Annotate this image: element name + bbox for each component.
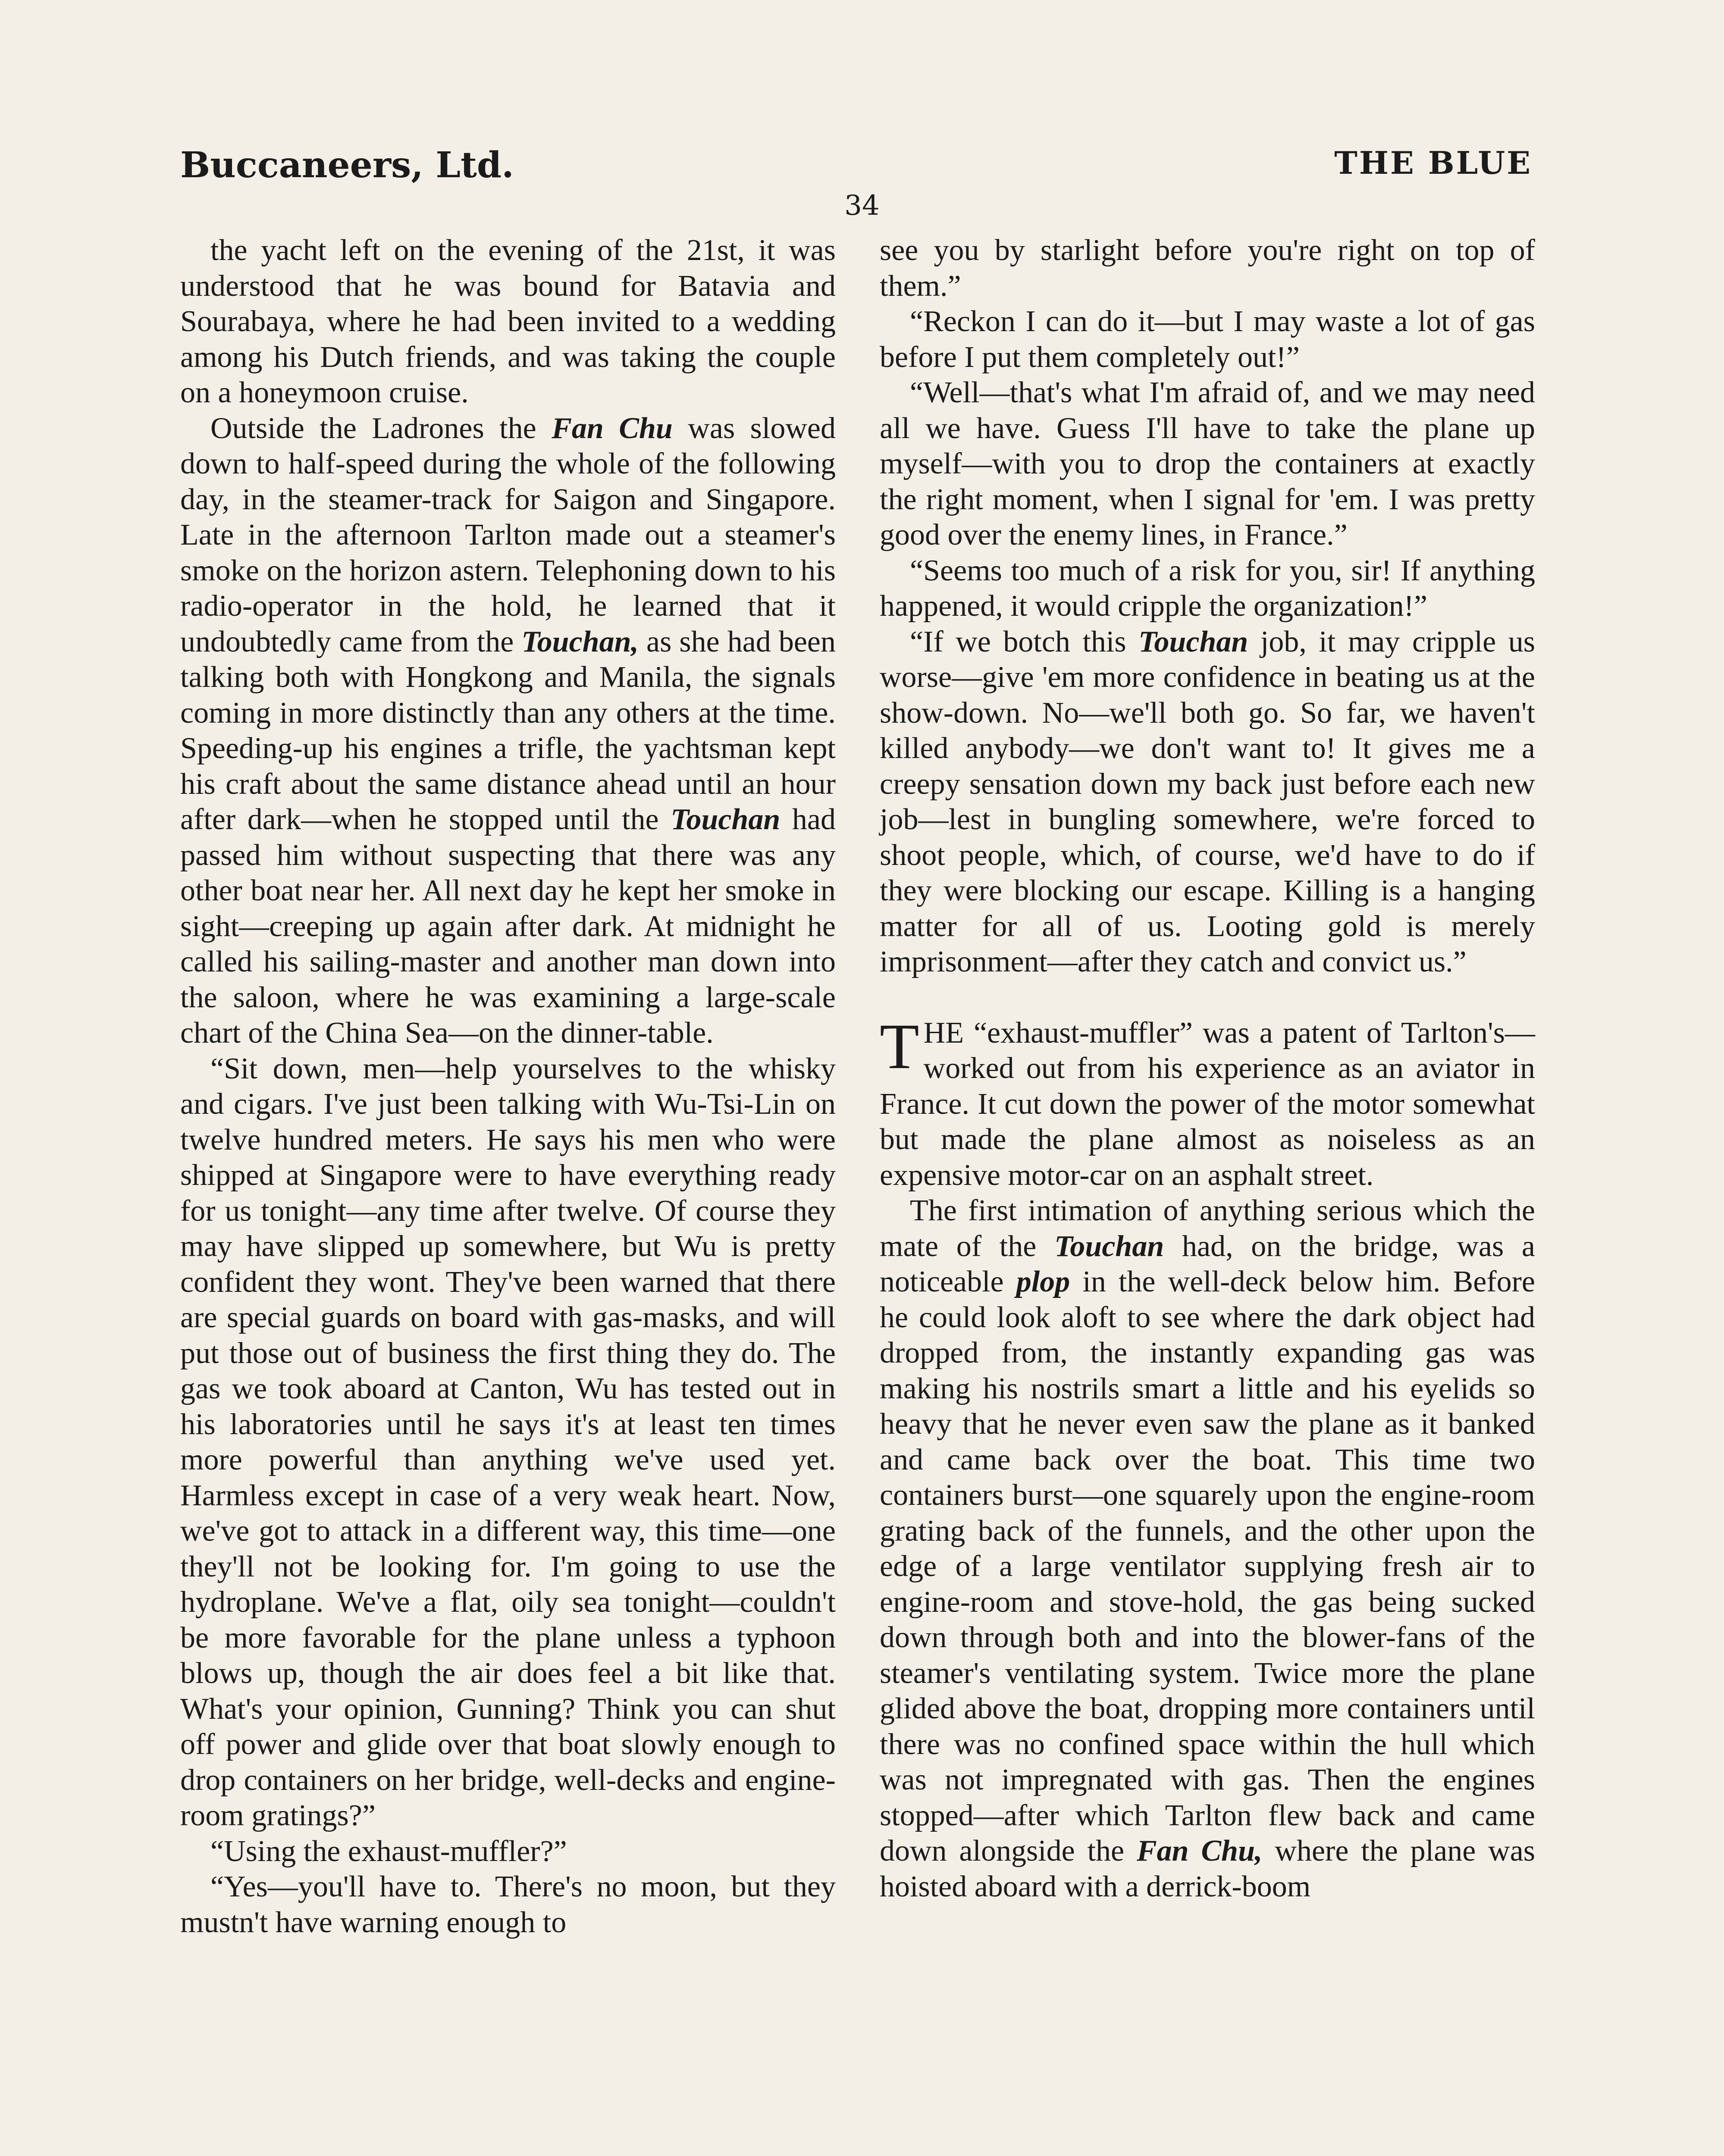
text-run: “Sit down, men—help yourselves to the whisky and cigars. I've just been talking with Wu-Tsi-Lin on twelve hundred meters. He says his men who were shipped at Singapore were to have everything ready for us tonight—any time after twelve. Of course they may have slipped up somewhere, but Wu is pretty confident they wont. They've been warned that there are special guards on board with gas-masks, and will put those out of business the first thing they do. The gas we took aboard at Canton, Wu has tested out in his laboratories until he says it's at least ten times more powerful than anything we've used yet. Harmless except in case of a very weak heart. Now, we've got to attack in a different way, this time—one they'll not be looking for. I'm going to use the hydroplane. We've a flat, oily sea tonight—couldn't be more favorable for the plane unless a typhoon blows up, though the air does feel a bit like that. What's your opinion, Gunning? Think you can shut off power and glide over that boat slowly enough to drop containers on her bridge, well-decks and engine-room gratings?” [180,1052,836,1832]
text-run: “If we botch this [910,625,1139,658]
left-text-column [180,233,836,1940]
text-run: “Well—that's what I'm afraid of, and we may need all we have. Guess I'll have to take the plane up myself—with you to drop the containers at exactly the right moment, when I signal for 'em. I was pretty good over the enemy lines, in France.” [880,376,1535,552]
italic-name: Touchan, [521,625,639,658]
text-run: “Seems too much of a risk for you, sir! If anything happened, it would cripple the organization!” [880,554,1535,623]
text-run: Outside the Ladrones the [210,411,552,445]
text-run: as she had been talking both with Hongkong and Manila, the signals coming in more distinctly than any others at the time. Speeding-up his engines a trifle, the yachtsman kept his craft about the same distance ahead until an hour after dark—when he stopped until the [180,625,836,836]
paragraph [180,1869,836,1940]
text-run: “Using the exhaust-muffler?” [210,1834,567,1868]
text-run: where the plane was hoisted aboard with a derrick-boom [880,1834,1535,1903]
paragraph [880,304,1535,375]
paragraph [880,624,1535,980]
italic-name: Touchan [671,803,781,836]
text-run: in the well-deck below him. Before he could look aloft to see where the dark object had dropped from, the instantly expanding gas was making his nostrils smart a little and his eyelids so heavy that he never even saw the plane as it banked and came back over the boat. This time two containers burst—one squarely upon the engine-room grating back of the funnels, and the other upon the edge of a large ventilator supplying fresh air to engine-room and stove-hold, the gas being sucked down through both and into the blower-fans of the steamer's ventilating system. Twice more the plane glided above the boat, dropping more containers until there was no confined space within the hull which was not impregnated with gas. Then the engines stopped—after which Tarlton flew back and came down alongside the [880,1265,1535,1868]
paragraph [180,233,836,411]
drop-cap: T [880,1010,919,1082]
paragraph [180,1051,836,1834]
paragraph [880,375,1535,553]
text-run: was slowed down to half-speed during the whole of the following day, in the steamer-track for Saigon and Singapore. Late in the afternoon Tarlton made out a steamer's smoke on the horizon astern. Telephoning down to his radio-operator in the hold, he learned that it undoubtedly came from the [180,411,836,658]
text-run: see you by starlight before you're right on top of them.” [880,234,1535,303]
page-number: 34 [844,190,880,222]
running-title: Buccaneers, Ltd. [180,144,514,186]
italic-name: Touchan [1054,1229,1164,1263]
italic-name: Fan Chu [552,411,673,445]
text-run: job, it may cripple us worse—give 'em more confidence in beating us at the show-down. No—we'll both go. So far, we haven't killed anybody—we don't want to! It gives me a creepy sensation down my back just before each new job—lest in bungling somewhere, we're forced to shoot people, which, of course, we'd have to do if they were blocking our escape. Killing is a hanging matter for all of us. Looting gold is merely imprisonment—after they catch and convict us.” [880,625,1536,978]
magazine-title: THE BLUE [1334,144,1532,181]
paragraph [880,1010,1535,1194]
text-run: had passed him without suspecting that there was any other boat near her. All next day he kept her smoke in sight—creeping up again after dark. At midnight he called his sailing-master and another man down into the saloon, where he was examining a large-scale chart of the China Sea—on the dinner-table. [180,803,836,1050]
right-text-column [880,233,1535,1905]
paragraph [880,553,1535,624]
text-run: had, on the bridge, was a noticeable [880,1229,1535,1298]
italic-name: Fan Chu, [1136,1834,1263,1868]
paragraph [180,1834,836,1870]
italic-name: plop [1016,1265,1070,1298]
text-run: The first intimation of anything serious which the mate of the [880,1194,1535,1263]
text-run: “Reckon I can do it—but I may waste a lot of gas before I put them completely out!” [880,305,1535,374]
italic-name: Touchan [1138,625,1248,658]
text-run: “Yes—you'll have to. There's no moon, but they mustn't have warning enough to [180,1870,836,1939]
paragraph [180,411,836,1051]
text-run: HE “exhaust-muffler” was a patent of Tarlton's—worked out from his experience as an aviator in France. It cut down the power of the motor somewhat but made the plane almost as noiseless as an expensive motor-car on an asphalt street. [880,1016,1535,1192]
paragraph [880,233,1535,304]
text-run: the yacht left on the evening of the 21st, it was understood that he was bound for Batavia and Sourabaya, where he had been invited to a wedding among his Dutch friends, and was taking the couple on a honeymoon cruise. [180,234,836,409]
paragraph [880,1193,1535,1905]
